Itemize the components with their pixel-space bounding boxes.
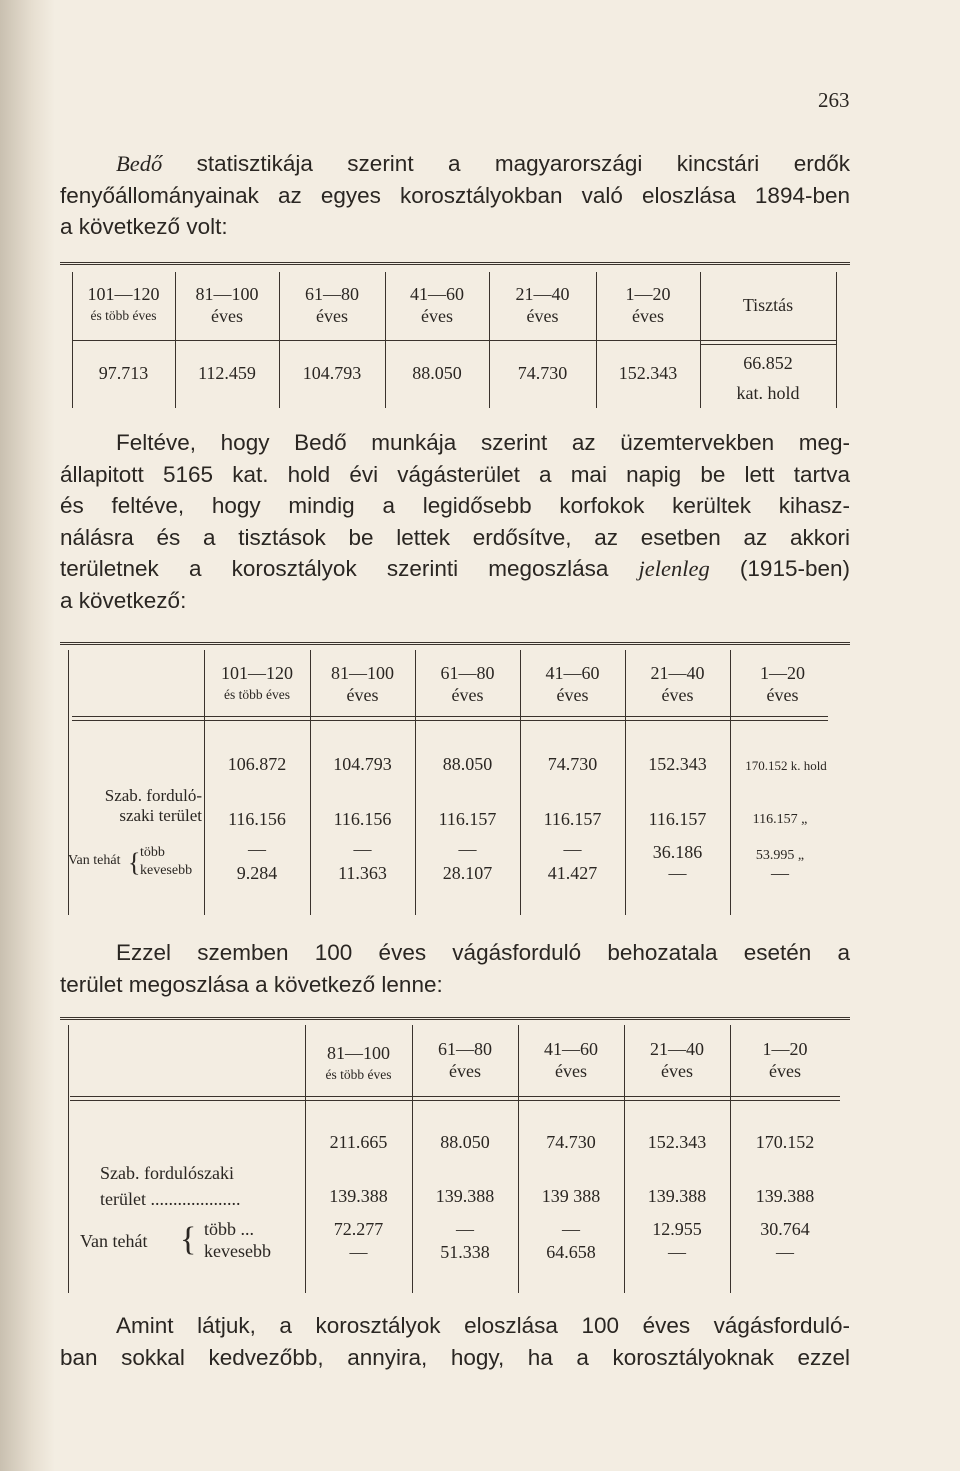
table1-header-rule-2 bbox=[700, 344, 836, 345]
t1-header-2: 61—80 éves bbox=[305, 284, 359, 326]
table1-header-rule bbox=[72, 340, 836, 341]
t3-szab-1: 139.388 bbox=[435, 1186, 495, 1206]
t1-header-5: 1—20 éves bbox=[625, 284, 671, 326]
t3-current-1: 88.050 bbox=[440, 1132, 490, 1152]
t2-current-3: 74.730 bbox=[547, 754, 598, 774]
page-number: 263 bbox=[818, 88, 850, 112]
t2-header-0: 101—120 és több éves bbox=[221, 663, 293, 702]
t1-header-1: 81—100 éves bbox=[195, 284, 259, 326]
t3-szab-4: 139.388 bbox=[755, 1186, 815, 1206]
t2-kevesebb-4: — bbox=[668, 863, 687, 883]
author-name: Bedő bbox=[116, 151, 163, 176]
t1-value-4: 74.730 bbox=[517, 363, 568, 383]
intro-line-1: Bedő statisztikája szerint a magyarországi kincstári erdők bbox=[116, 151, 850, 176]
t2-kevesebb-1: 11.363 bbox=[338, 863, 387, 883]
t1-value-3: 88.050 bbox=[412, 363, 462, 383]
t2-kevesebb-2: 28.107 bbox=[442, 863, 493, 883]
t2-header-1: 81—100 éves bbox=[331, 663, 394, 705]
t2-szab-1: 116.156 bbox=[333, 809, 392, 829]
t3-tobb-1: — bbox=[456, 1219, 474, 1239]
t1-value-2: 104.793 bbox=[302, 363, 362, 383]
t2-tobb-0: — bbox=[248, 839, 266, 859]
t3-current-2: 74.730 bbox=[546, 1132, 596, 1152]
t3-current-4: 170.152 bbox=[755, 1132, 815, 1152]
t1-header-6: Tisztás bbox=[742, 295, 794, 315]
t3-header-0: 81—100 és több éves bbox=[325, 1043, 392, 1082]
paragraph-3: Ezzel szemben 100 éves vágásforduló behozatala esetén a terület megoszlása a következő lenne: bbox=[60, 940, 850, 997]
t1-value-5: 152.343 bbox=[618, 363, 678, 383]
t2-tobb-5: 53.995 „ bbox=[755, 848, 805, 863]
t3-kevesebb-0: — bbox=[349, 1242, 368, 1262]
t2-current-2: 88.050 bbox=[442, 754, 493, 774]
t1-header-4: 21—40 éves bbox=[515, 284, 570, 326]
t3-szab-0: 139.388 bbox=[329, 1186, 388, 1206]
t2-szab-2: 116.157 bbox=[438, 809, 497, 829]
t2-szab-4: 116.157 bbox=[648, 809, 707, 829]
intro-paragraph bbox=[60, 148, 850, 243]
t1-value-1: 112.459 bbox=[198, 363, 256, 383]
t2-tobb-2: — bbox=[458, 839, 477, 859]
t3-tobb-2: — bbox=[562, 1219, 580, 1239]
t3-label-szab: Szab. fordulószaki terület .................... bbox=[100, 1163, 241, 1209]
t2-kevesebb-3: 41.427 bbox=[547, 863, 598, 883]
paragraph-2: Feltéve, hogy Bedő munkája szerint az üzemtervekben meg- állapitott 5165 kat. hold évi vágásterület a mai napig be lett tartva és feltéve, hogy mindig a legidősebb korfokok kerültek kihasz- nálásra és a tisztások be lettek erdősítve, az esetben az akkori területnek a korosztályok szerinti megoszlása jelenleg (1915-ben) a következő: bbox=[60, 430, 850, 613]
t3-tobb-4: 30.764 bbox=[760, 1219, 810, 1239]
t3-header-4: 1—20 éves bbox=[762, 1039, 808, 1081]
t2-current-5: 170.152 k. hold bbox=[745, 758, 827, 773]
t2-label-szab: Szab. fordulό- szaki terület bbox=[104, 786, 202, 825]
t1-header-0: 101—120 és több éves bbox=[87, 284, 160, 323]
t1-value-0: 97.713 bbox=[98, 363, 149, 383]
t3-header-1: 61—80 éves bbox=[438, 1039, 492, 1081]
t1-value-6: 66.852 kat. hold bbox=[736, 353, 800, 403]
t2-header-2: 61—80 éves bbox=[440, 663, 495, 705]
t3-tobb-0: 72.277 bbox=[333, 1219, 384, 1239]
t3-kevesebb-1: 51.338 bbox=[440, 1242, 490, 1262]
t3-kevesebb-2: 64.658 bbox=[546, 1242, 596, 1262]
t3-szab-3: 139.388 bbox=[647, 1186, 707, 1206]
t3-tobb-3: 12.955 bbox=[652, 1219, 702, 1239]
t2-kevesebb-0: 9.284 bbox=[236, 863, 278, 883]
t2-tobb-3: — bbox=[563, 839, 582, 859]
t2-szab-0: 116.156 bbox=[228, 809, 286, 829]
intro-line-2: fenyőállományainak az egyes korosztályokban való eloszlása 1894-ben bbox=[60, 182, 850, 208]
t1-header-3: 41—60 éves bbox=[410, 284, 464, 326]
emphasis-jelenleg: jelenleg bbox=[638, 556, 710, 581]
t2-header-4: 21—40 éves bbox=[650, 663, 705, 705]
t2-szab-3: 116.157 bbox=[543, 809, 602, 829]
t3-header-3: 21—40 éves bbox=[650, 1039, 704, 1081]
t2-header-3: 41—60 éves bbox=[545, 663, 600, 705]
page-edge-shadow bbox=[0, 0, 55, 1471]
t2-header-5: 1—20 éves bbox=[760, 663, 805, 705]
t2-current-1: 104.793 bbox=[333, 754, 392, 774]
paragraph-4: Amint látjuk, a korosztályok eloszlása 100 éves vágásforduló- ban sokkal kedvezőbb, annyira, hogy, ha a korosztályoknak ezzel bbox=[60, 1313, 850, 1370]
t2-tobb-1: — bbox=[353, 839, 372, 859]
t2-current-4: 152.343 bbox=[648, 754, 707, 774]
t3-current-3: 152.343 bbox=[647, 1132, 707, 1152]
table1-top-rule bbox=[60, 262, 850, 265]
t2-szab-5: 116.157 „ bbox=[752, 812, 808, 827]
intro-line-3: a következő volt: bbox=[60, 214, 228, 239]
t3-szab-2: 139 388 bbox=[541, 1186, 601, 1206]
t2-tobb-4: 36.186 bbox=[652, 842, 703, 862]
t3-header-2: 41—60 éves bbox=[544, 1039, 598, 1081]
t3-current-0: 211.665 bbox=[329, 1132, 388, 1152]
t2-current-0: 106.872 bbox=[227, 754, 287, 774]
t2-kevesebb-5: — bbox=[771, 863, 789, 883]
t3-kevesebb-3: — bbox=[668, 1242, 686, 1262]
t3-kevesebb-4: — bbox=[776, 1242, 794, 1262]
